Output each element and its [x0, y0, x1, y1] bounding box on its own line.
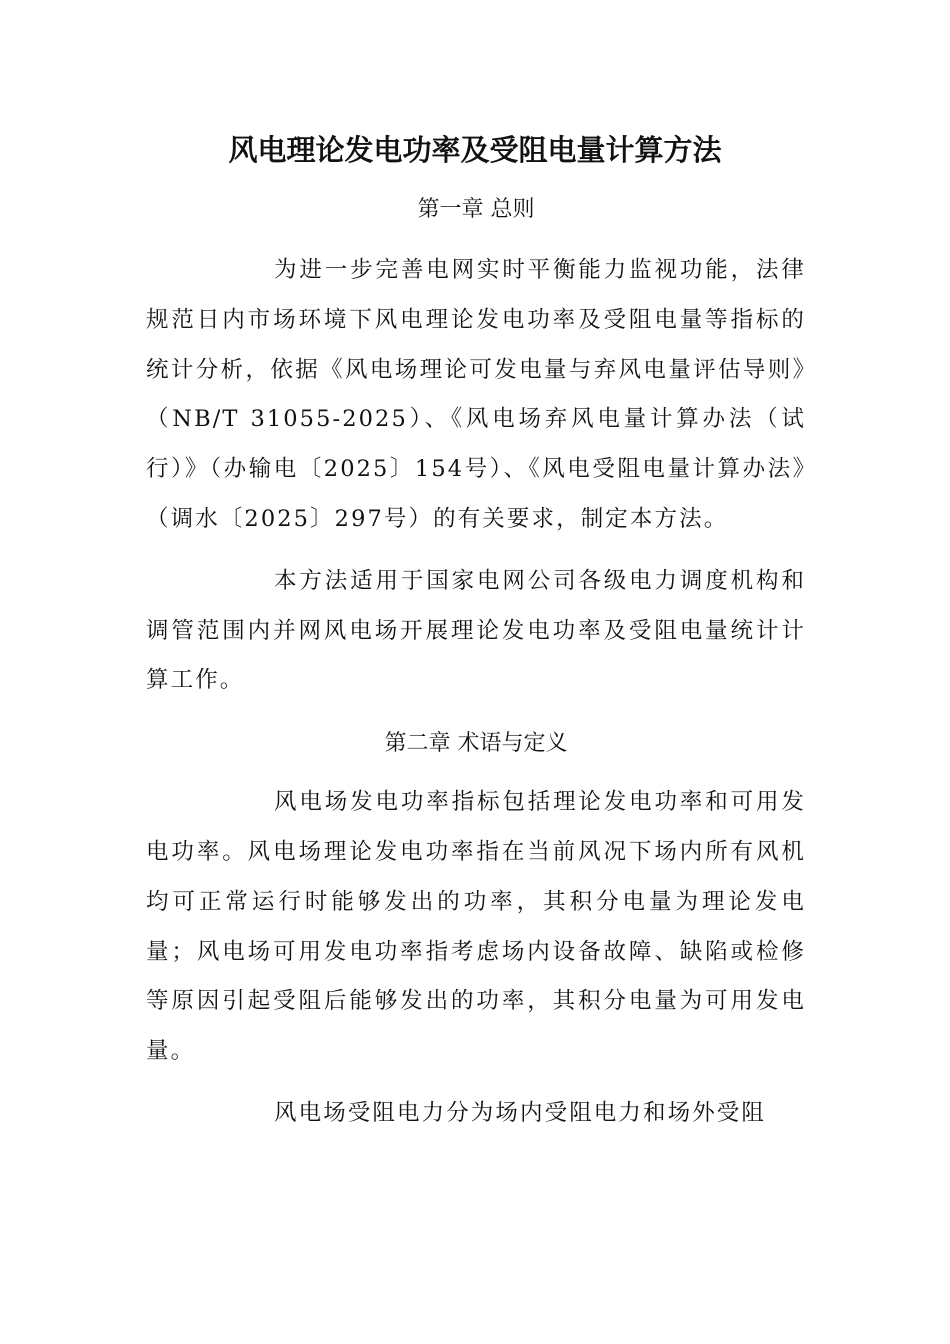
- chapter-1-heading: 第一章 总则: [417, 197, 535, 222]
- chapter-2-heading: 第二章 术语与定义: [384, 731, 568, 757]
- chapter-2-paragraph-1: 风电场发电功率指标包括理论发电功率和可用发电功率。风电场理论发电功率指在当前风况下场内所有风机均可正常运行时能够发出的功率，其积分电量为理论发电量；风电场可用发电功率指考虑场内设备故障、缺陷或检修等原因引起受阻后能够发出的功率，其积分电量为可用发电量。: [146, 789, 806, 1065]
- chapter-2-paragraph-2: 风电场受阻电力分为场内受阻电力和场外受阻: [274, 1099, 767, 1126]
- chapter-1-paragraph-1: 为进一步完善电网实时平衡能力监视功能，法律规范日内市场环境下风电理论发电功率及受阻电量等指标的统计分析，依据《风电场理论可发电量与弃风电量评估导则》（NB/T 31055-2025）、《风电场弃风电量计算办法（试行）》（办输电〔2025〕154号）、《风电受阻电量计算办法》（调水〔2025〕297号）的有关要求，制定本方法。: [146, 257, 806, 532]
- chapter-1-paragraph-2: 本方法适用于国家电网公司各级电力调度机构和调管范围内并网风电场开展理论发电功率及受阻电量统计计算工作。: [146, 567, 806, 694]
- document-title: 风电理论发电功率及受阻电量计算方法: [228, 133, 722, 167]
- document-page: [146, 128, 806, 1139]
